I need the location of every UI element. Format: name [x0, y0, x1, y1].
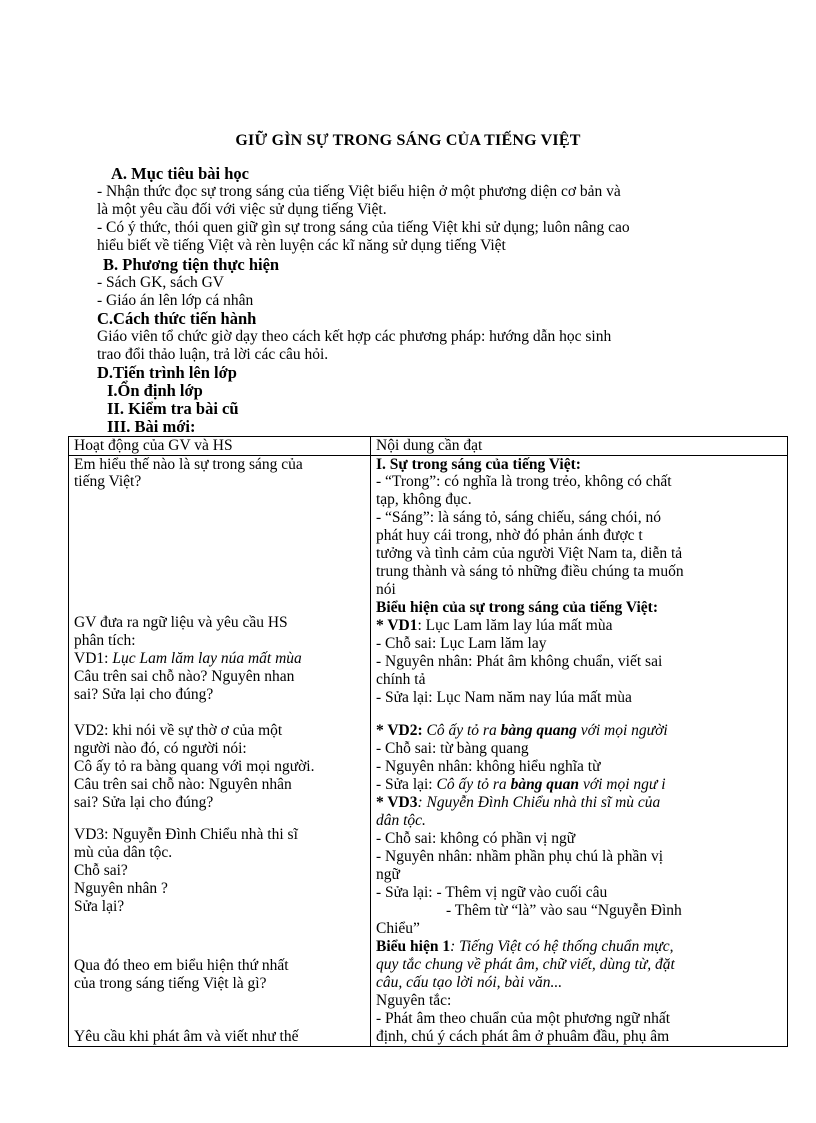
section-a-line: - Nhận thức đọc sự trong sáng của tiếng Việt biểu hiện ở một phương diện cơ bản và	[97, 183, 621, 200]
question-text: sai? Sửa lại cho đúng?	[74, 685, 214, 703]
content-line: - Thêm từ “là” vào sau “Nguyễn Đình	[446, 901, 682, 919]
example-1	[74, 650, 302, 668]
content-line: định, chú ý cách phát âm ở phuâm đầu, phụ âm	[376, 1027, 670, 1045]
page-title: GIỮ GÌN SỰ TRONG SÁNG CỦA TIẾNG VIỆT	[235, 132, 581, 149]
section-a-line: là một yêu cầu đối với việc sử dụng tiếng Việt.	[97, 201, 387, 218]
question-text: Yêu cầu khi phát âm và viết như thế	[74, 1027, 299, 1045]
expression-1-line	[376, 938, 673, 956]
section-a-heading: A. Mục tiêu bài học	[111, 164, 249, 183]
question-text: sai? Sửa lại cho đúng?	[74, 793, 214, 811]
instruction-text: phân tích:	[74, 631, 136, 649]
section-d-item: III. Bài mới:	[107, 417, 196, 436]
content-heading: I. Sự trong sáng của tiếng Việt:	[376, 455, 581, 473]
lesson-table	[68, 436, 788, 1047]
question-text: Nguyên nhân ?	[74, 879, 168, 897]
question-text: Câu trên sai chỗ nào? Nguyên nhan	[74, 667, 295, 685]
example-label: * VD2:	[376, 721, 427, 739]
content-line: - Sửa lại: - Thêm vị ngữ vào cuối câu	[376, 883, 608, 901]
example-text: : Nguyễn Đình Chiểu nhà thi sĩ mù của	[417, 793, 661, 811]
content-line: Chiểu”	[376, 919, 420, 937]
example-label: * VD1	[376, 616, 418, 634]
content-line: - Chỗ sai: không có phần vị ngữ	[376, 829, 576, 847]
section-b-heading: B. Phương tiện thực hiện	[103, 255, 280, 274]
example-2-text: Cô ấy tỏ ra bàng quang với mọi người.	[74, 757, 315, 775]
content-line: tạp, không đục.	[376, 490, 472, 508]
expression-label: Biểu hiện 1	[376, 937, 451, 955]
content-text: - Sửa lại:	[376, 775, 437, 793]
section-c-line: Giáo viên tổ chức giờ dạy theo cách kết hợp các phương pháp: hướng dẫn học sinh	[97, 328, 612, 345]
content-line: - Chỗ sai: Lục Lam lăm lay	[376, 634, 547, 652]
content-line: - Nguyên nhân: nhầm phần phụ chú là phần vị	[376, 847, 664, 865]
section-d-item: I.Ổn định lớp	[107, 381, 203, 400]
expression-text: : Tiếng Việt có hệ thống chuẩn mực,	[450, 937, 674, 955]
section-d-item: II. Kiểm tra bài cũ	[107, 399, 239, 418]
content-heading: Biểu hiện của sự trong sáng của tiếng Việt:	[376, 598, 659, 616]
content-line: nói	[376, 580, 396, 598]
example-text: dân tộc.	[376, 811, 426, 829]
question-text: của trong sáng tiếng Việt là gì?	[74, 974, 267, 992]
example-2-text: VD2: khi nói về sự thờ ơ của một	[74, 721, 283, 739]
activity-column	[69, 455, 371, 1046]
content-text: bàng quan	[510, 775, 580, 793]
question-text: Câu trên sai chỗ nào: Nguyên nhân	[74, 775, 292, 793]
question-text: Sửa lại?	[74, 897, 125, 915]
content-column	[371, 455, 788, 1046]
content-line: - Chỗ sai: từ bàng quang	[376, 739, 529, 757]
example-3-line	[376, 794, 660, 812]
content-line	[376, 776, 666, 794]
example-text: Cô ấy tỏ ra	[426, 721, 501, 739]
section-a-line: hiểu biết về tiếng Việt và rèn luyện các kĩ năng sử dụng tiếng Việt	[97, 237, 506, 254]
content-line: - Nguyên nhân: Phát âm không chuẩn, viết sai	[376, 652, 663, 670]
example-2-line	[376, 722, 668, 740]
content-line: - “Sáng”: là sáng tỏ, sáng chiếu, sáng chói, nó	[376, 508, 661, 526]
section-d-heading: D.Tiến trình lên lớp	[97, 363, 237, 382]
expression-text: câu, cấu tạo lời nói, bài văn...	[376, 973, 563, 991]
content-line: chính tả	[376, 670, 426, 688]
content-line: Nguyên tắc:	[376, 991, 452, 1009]
content-line: phát huy cái trong, nhờ đó phản ánh được t	[376, 526, 643, 544]
example-3-text: mù của dân tộc.	[74, 843, 173, 861]
section-a-line: - Có ý thức, thói quen giữ gìn sự trong sáng của tiếng Việt khi sử dụng; luôn nâng cao	[97, 219, 630, 236]
content-text: với mọi ngư i	[579, 775, 666, 793]
section-b-line: - Sách GK, sách GV	[97, 274, 224, 291]
section-b-line: - Giáo án lên lớp cá nhân	[97, 292, 254, 309]
example-3-text: VD3: Nguyễn Đình Chiểu nhà thi sĩ	[74, 825, 298, 843]
content-line: - “Trong”: có nghĩa là trong trẻo, không có chất	[376, 472, 672, 490]
example-label: * VD3	[376, 793, 418, 811]
table-header-right: Nội dung cần đạt	[371, 437, 788, 456]
content-line: trung thành và sáng tỏ những điều chúng ta muốn	[376, 562, 684, 580]
section-c-heading: C.Cách thức tiến hành	[97, 309, 257, 328]
section-c-line: trao đổi thảo luận, trả lời các câu hỏi.	[97, 346, 329, 363]
content-line: ngữ	[376, 865, 400, 883]
example-sentence: Lục Lam lăm lay núa mất mùa	[112, 649, 302, 667]
question-text: Chỗ sai?	[74, 861, 128, 879]
content-line: - Nguyên nhân: không hiểu nghĩa từ	[376, 757, 601, 775]
question-text: Qua đó theo em biểu hiện thứ nhất	[74, 956, 289, 974]
example-label: VD1:	[74, 649, 113, 667]
example-text: : Lục Lam lăm lay lúa mất mùa	[417, 616, 613, 634]
example-text: bàng quang	[500, 721, 577, 739]
table-header-left: Hoạt động của GV và HS	[69, 437, 371, 456]
example-2-text: người nào đó, có người nói:	[74, 739, 247, 757]
question-text: tiếng Việt?	[74, 472, 142, 490]
content-line: - Sửa lại: Lục Nam năm nay lúa mất mùa	[376, 688, 632, 706]
content-text: Cô ấy tỏ ra	[436, 775, 511, 793]
content-line: - Phát âm theo chuẩn của một phương ngữ nhất	[376, 1009, 671, 1027]
question-text: Em hiểu thế nào là sự trong sáng của	[74, 455, 303, 473]
example-1-line	[376, 617, 612, 635]
content-line: tưởng và tình cảm của người Việt Nam ta, diễn tả	[376, 544, 683, 562]
expression-text: quy tắc chung về phát âm, chữ viết, dùng từ, đặt	[376, 955, 675, 973]
example-text: với mọi người	[576, 721, 668, 739]
instruction-text: GV đưa ra ngữ liệu và yêu cầu HS	[74, 613, 288, 631]
